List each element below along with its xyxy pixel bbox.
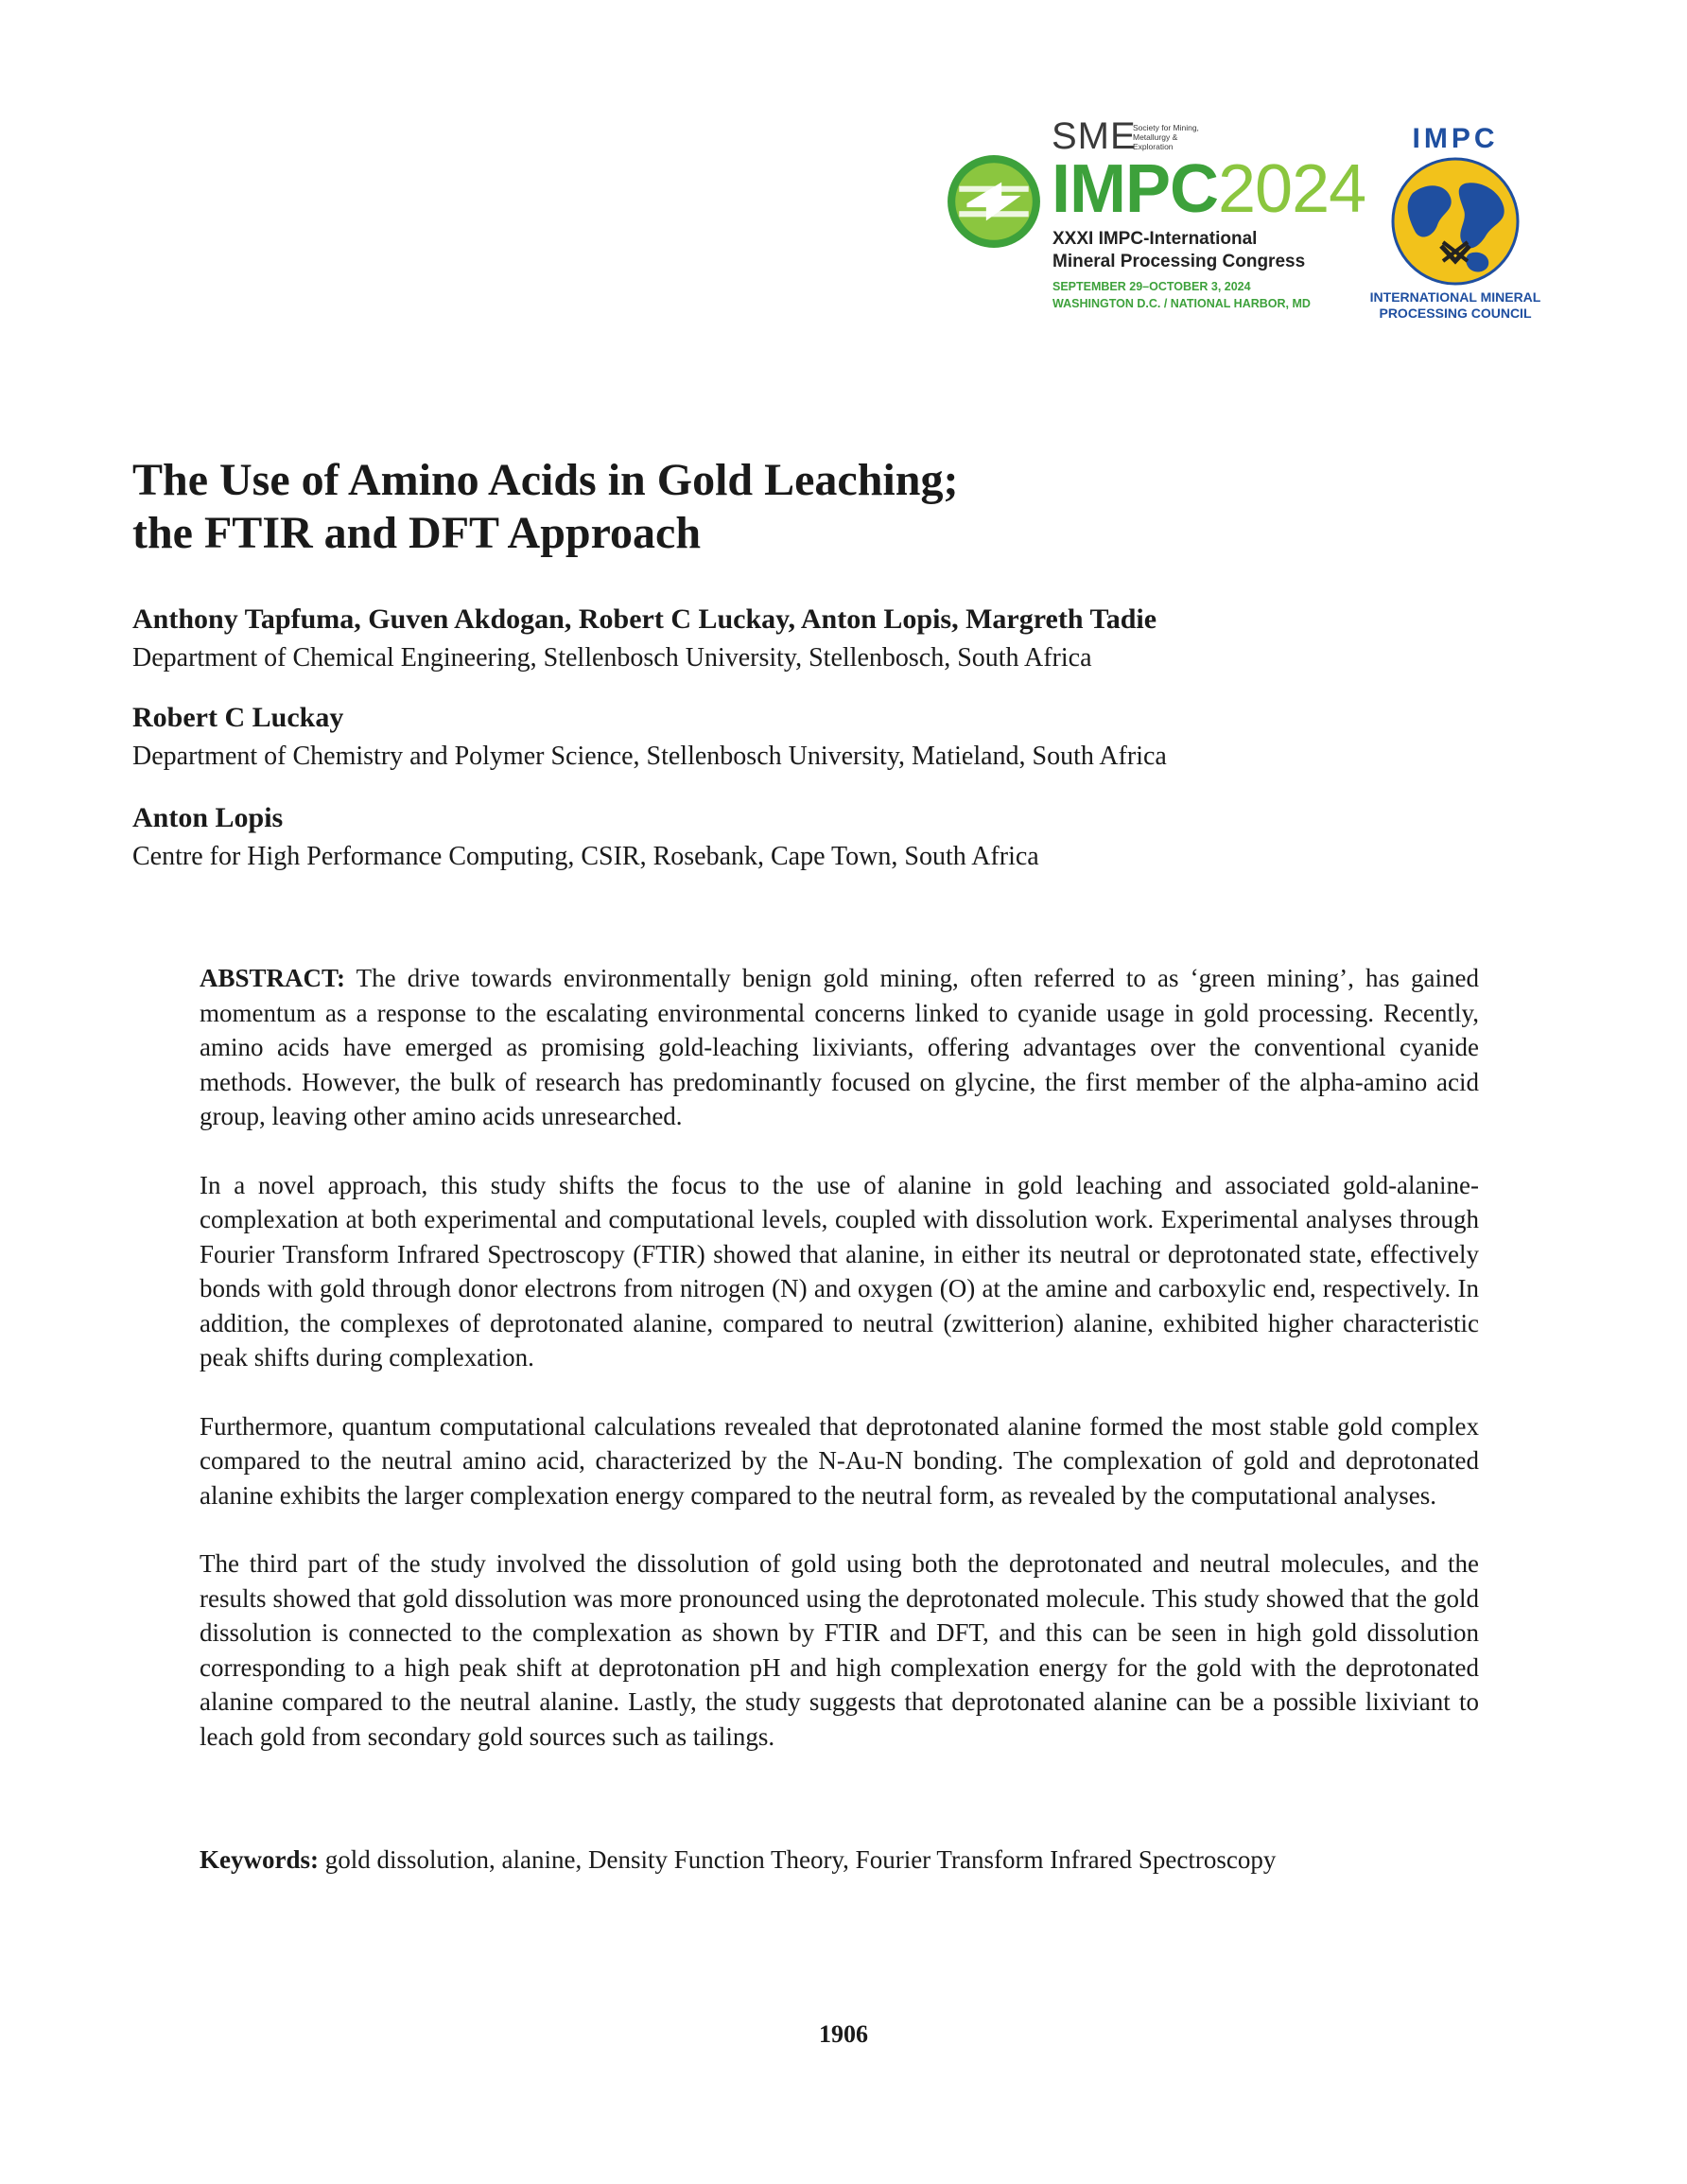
congress-title-line2: Mineral Processing Congress <box>1052 252 1306 271</box>
keywords-text: gold dissolution, alanine, Density Function Theory, Fourier Transform Infrared Spectroscopy <box>324 1845 1277 1874</box>
abstract-paragraph-2: In a novel approach, this study shifts the focus to the use of alanine in gold leaching and associated gold-alanine-complexation at both experimental and computational levels, coupled with dissolution work. Experimental analyses through Fourier Transform Infrared Spectroscopy (FTIR) showed that alanine, in either its neutral or deprotonated state, effectively bonds with gold through donor electrons from nitrogen (N) and oxygen (O) at the amine and carboxylic end, respectively. In addition, the complexes of deprotonated alanine, compared to neutral (zwitterion) alanine, exhibited higher characteristic peak shifts during complexation. <box>200 1170 1479 1372</box>
impc-wordmark-text: IMPC <box>1052 151 1218 227</box>
council-name-line2: PROCESSING COUNCIL <box>1379 306 1532 321</box>
impc-badge-icon <box>946 153 1042 250</box>
abstract <box>200 961 1479 1788</box>
page-number: 1906 <box>819 2020 868 2048</box>
council-wordmark: IMPC <box>1412 123 1499 154</box>
keywords <box>200 1843 1479 1877</box>
year-wordmark-text: 2024 <box>1218 151 1366 227</box>
abstract-paragraph-1 <box>200 961 1479 1134</box>
council-name-line1: INTERNATIONAL MINERAL <box>1369 289 1541 305</box>
paper-title-line1: The Use of Amino Acids in Gold Leaching; <box>132 455 959 505</box>
abstract-paragraph-3: Furthermore, quantum computational calculations revealed that deprotonated alanine formed the most stable gold complex compared to the neutral amino acid, characterized by the N-Au-N bonding. The complexation of gold and deprotonated alanine exhibits the larger complexation energy compared to the neutral form, as revealed by the computational analyses. <box>200 1411 1479 1510</box>
sme-wordmark: SME <box>1052 115 1137 157</box>
impc2024-logo <box>946 112 1366 322</box>
congress-location: WASHINGTON D.C. / NATIONAL HARBOR, MD <box>1052 297 1311 310</box>
globe-icon <box>1375 155 1536 288</box>
congress-dates: SEPTEMBER 29–OCTOBER 3, 2024 <box>1052 280 1251 293</box>
impc-council-logo <box>1365 123 1545 322</box>
affiliation-2: Department of Chemistry and Polymer Science, Stellenbosch University, Matieland, South Africa <box>132 742 1167 771</box>
abstract-label: ABSTRACT: <box>200 964 346 992</box>
congress-title-line1: XXXI IMPC-International <box>1052 229 1258 249</box>
paper-title-line2: the FTIR and DFT Approach <box>132 508 702 558</box>
author-name-3: Anton Lopis <box>132 802 284 833</box>
author-list: Anthony Tapfuma, Guven Akdogan, Robert C Luckay, Anton Lopis, Margreth Tadie <box>132 603 1157 635</box>
keywords-label: Keywords: <box>200 1845 319 1874</box>
affiliation-1: Department of Chemical Engineering, Stellenbosch University, Stellenbosch, South Africa <box>132 643 1092 673</box>
sme-society-text: Society for Mining, Metallurgy & Exploration <box>1133 123 1199 151</box>
affiliation-3: Centre for High Performance Computing, CSIR, Rosebank, Cape Town, South Africa <box>132 842 1039 871</box>
abstract-p1-text: The drive towards environmentally benign gold mining, often referred to as ‘green mining’, has gained momentum as a response to the escalating environmental concerns linked to cyanide usage in gold processing. Recently, amino acids have emerged as promising gold-leaching lixiviants, offering advantages over the conventional cyanide methods. However, the bulk of research has predominantly focused on glycine, the first member of the alpha-amino acid group, leaving other amino acids unresearched. <box>200 964 1480 1130</box>
impc2024-wordmark <box>1052 153 1365 225</box>
paper-title <box>132 454 1551 560</box>
abstract-paragraph-4: The third part of the study involved the dissolution of gold using both the deprotonated and neutral molecules, and the results showed that gold dissolution was more pronounced using the deprotonated molecule. This study showed that the gold dissolution is connected to the complexation as shown by FTIR and DFT, and this can be seen in high gold dissolution corresponding to a high peak shift at deprotonation pH and high complexation energy for the gold with the deprotonated alanine compared to the neutral alanine. Lastly, the study suggests that deprotonated alanine can be a possible lixiviant to leach gold from secondary gold sources such as tailings. <box>200 1549 1479 1751</box>
author-name-2: Robert C Luckay <box>132 702 344 733</box>
